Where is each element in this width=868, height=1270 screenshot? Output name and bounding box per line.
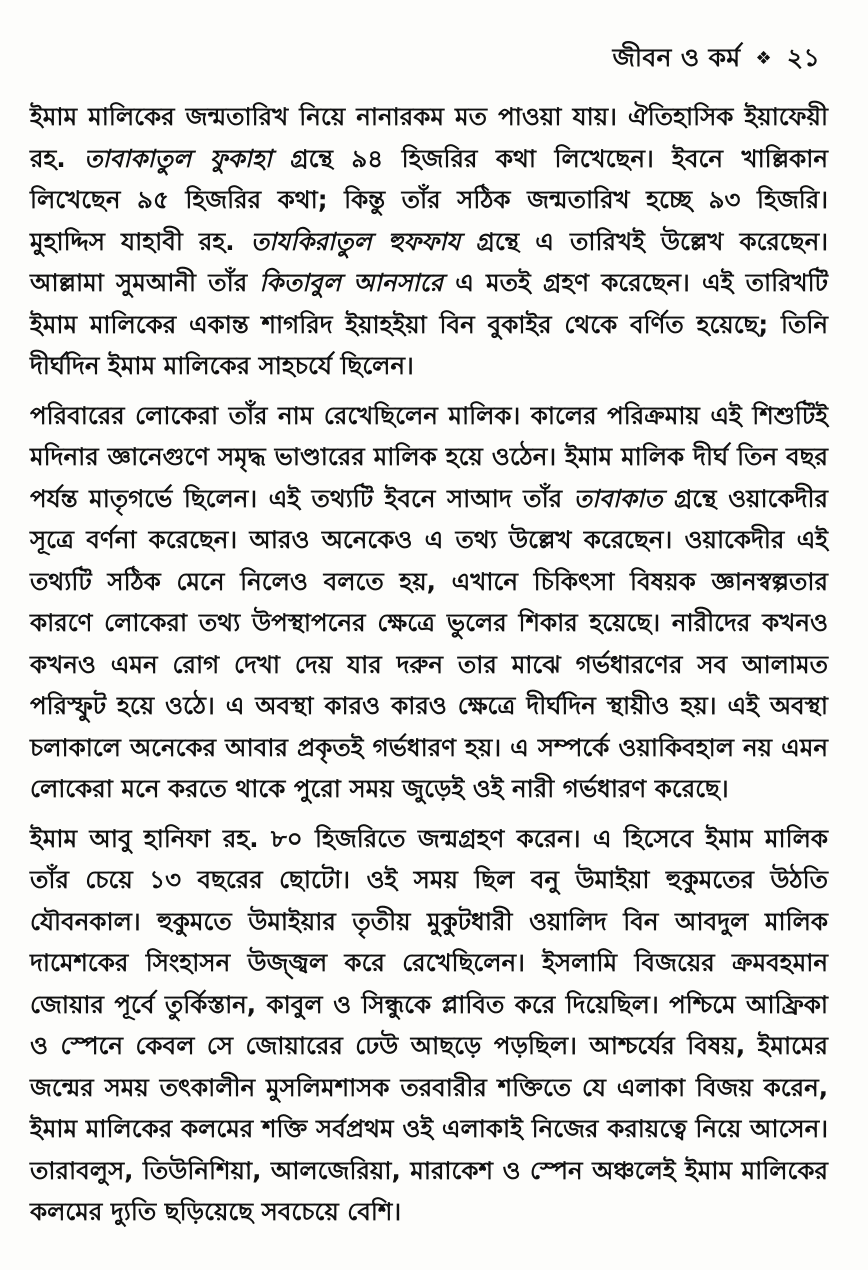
book-title: জীবন ও কর্ম xyxy=(612,43,741,72)
book-title-italic: কিতাবুল আনসারে xyxy=(259,268,443,297)
text-segment: পরিবারের লোকেরা তাঁর নাম রেখেছিলেন মালিক। কালের পরিক্রমায় এই শিশুটিই মদিনার জ্ঞানেগুণে সমৃদ্ধ ভাণ্ডারের মালিক হয়ে ওঠেন। ইমাম মালিক দীর্ঘ তিন বছর পর্যন্ত মাতৃগর্ভে ছিলেন। এই তথ্যটি ইবনে সাআদ তাঁর xyxy=(30,400,828,513)
text-segment: এ মতই গ্রহণ করেছেন। এই তারিখটি ইমাম মালিকের একান্ত শাগরিদ ইয়াহইয়া বিন বুকাইর থেকে বর্ণিত হয়েছে; তিনি দীর্ঘদিন ইমাম মালিকের সাহচর্যে ছিলেন। xyxy=(30,268,828,380)
text-segment: গ্রন্থে ওয়াকেদীর সূত্রে বর্ণনা করেছেন। আরও অনেকেও এ তথ্য উল্লেখ করেছেন। ওয়াকেদীর এই তথ্যটি সঠিক মেনে নিলেও বলতে হয়, এখানে চিকিৎসা বিষয়ক জ্ঞানস্বল্পতার কারণে লোকেরা তথ্য উপস্থাপনের ক্ষেত্রে ভুলের শিকার হয়েছে। নারীদের কখনও কখনও এমন রোগ দেখা দেয় যার দরুন তার মাঝে গর্ভধারণের সব আলামত পরিস্ফুট হয়ে ওঠে। এ অবস্থা কারও কারও ক্ষেত্রে দীর্ঘদিন স্থায়ীও হয়। এই অবস্থা চলাকালে অনেকের আবার প্রকৃতই গর্ভধারণ হয়। এ সম্পর্কে ওয়াকিবহাল নয় এমন লোকেরা মনে করতে থাকে পুরো সময় জুড়েই ওই নারী গর্ভধারণ করেছে। xyxy=(30,483,828,803)
book-title-italic: তাবাকাতুল ফুকাহা xyxy=(84,143,272,173)
text-segment: ইমাম আবু হানিফা রহ. ৮০ হিজরিতে জন্মগ্রহণ করেন। এ হিসেবে ইমাম মালিক তাঁর চেয়ে ১৩ বছরের ছোটো। ওই সময় ছিল বনু উমাইয়া হুকুমতের উঠতি যৌবনকাল। হুকুমতে উমাইয়ার তৃতীয় মুকুটধারী ওয়ালিদ বিন আবদুল মালিক দামেশকের সিংহাসন উজ্জ্বল করে রেখেছিলেন। ইসলামি বিজয়ের ক্রমবহমান জোয়ার পূর্বে তুর্কিস্তান, কাবুল ও সিন্ধুকে প্লাবিত করে দিয়েছিল। পশ্চিমে আফ্রিকা ও স্পেনে কেবল সে জোয়ারের ঢেউ আছড়ে পড়ছিল। আশ্চর্যের বিষয়, ইমামের জন্মের সময় তৎকালীন মুসলিমশাসক তরবারীর শক্তিতে যে এলাকা বিজয় করেন, ইমাম মালিকের কলমের শক্তি সর্বপ্রথম ওই এলাকাই নিজের করায়ত্বে নিয়ে আসেন। তারাবলুস, তিউনিশিয়া, আলজেরিয়া, মারাকেশ ও স্পেন অঞ্চলেই ইমাম মালিকের কলমের দ্যুতি ছড়িয়েছে সবচেয়ে বেশি। xyxy=(30,823,828,1226)
paragraph-2 xyxy=(30,395,828,810)
book-title-italic: তাবাকাত xyxy=(573,483,663,513)
body-text xyxy=(30,96,828,1241)
page-number: ২১ xyxy=(786,43,820,72)
paragraph-3 xyxy=(30,818,828,1233)
paragraph-1 xyxy=(30,96,828,387)
text-segment: গ্রন্থে ৯৪ হিজরির কথা লিখেছেন। ইবনে খাল্লিকান লিখেছেন ৯৫ হিজরির কথা; কিন্তু তাঁর সঠিক জন্মতারিখ হচ্ছে ৯৩ হিজরি। মুহাদ্দিস যাহাবী রহ. xyxy=(30,143,828,256)
running-header xyxy=(613,38,820,81)
book-title-italic: তাযকিরাতুল হুফফায xyxy=(250,226,461,256)
text-segment: গ্রন্থে এ তারিখই উল্লেখ করেছেন। আল্লামা সুমআনী তাঁর xyxy=(30,226,828,297)
separator-diamond-icon: ❖ xyxy=(755,48,772,69)
text-segment: ইমাম মালিকের জন্মতারিখ নিয়ে নানারকম মত পাওয়া যায়। ঐতিহাসিক ইয়াফেয়ী রহ. xyxy=(30,102,828,173)
